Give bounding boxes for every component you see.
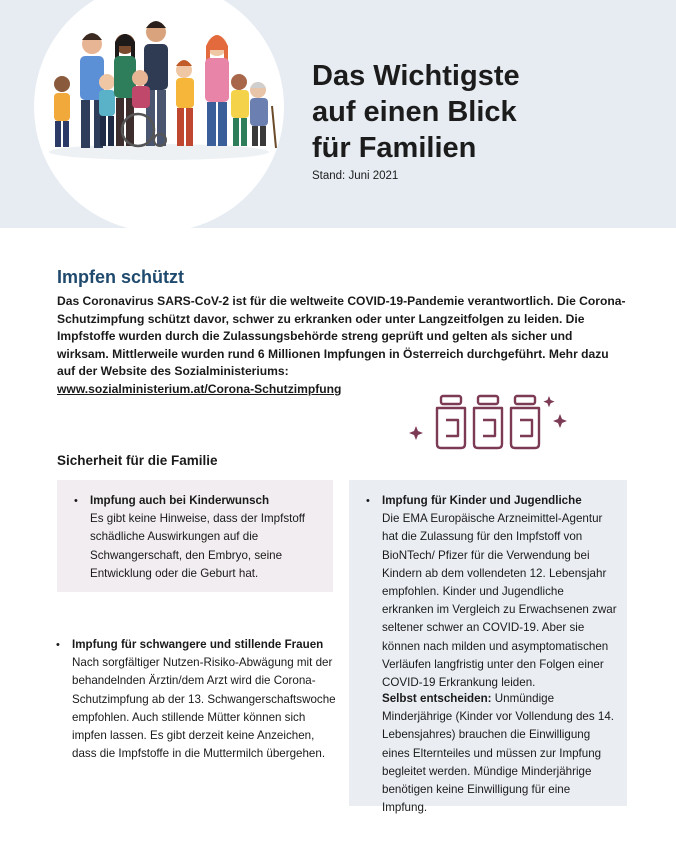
selbst-body: Unmündige Minderjährige (Kinder vor Vollendung des 14. Lebensjahres) brauchen die Einwilligung eines Elternteiles und müssen zur Impfung begleitet werden. Mündige Minderjährige benötigen keine Einwilligung für eine Impfung. bbox=[382, 692, 615, 815]
bullet: • bbox=[74, 495, 78, 507]
title-line-3: für Familien bbox=[312, 132, 477, 164]
sozialministerium-link[interactable]: www.sozialministerium.at/Corona-Schutzimpfung bbox=[57, 381, 342, 396]
kinder-title: Impfung für Kinder und Jugendliche bbox=[382, 494, 582, 507]
kinderwunsch-item bbox=[74, 492, 318, 583]
impfen-paragraph bbox=[57, 293, 627, 399]
schwanger-item bbox=[56, 636, 342, 763]
title-line-2: auf einen Blick bbox=[312, 96, 517, 128]
bullet: • bbox=[56, 639, 60, 651]
impfen-text: Das Coronavirus SARS-CoV-2 ist für die weltweite COVID-19-Pandemie verantwortlich. Die Corona-Schutzimpfung schützt davor, schwer zu erkranken oder unter Langzeitfolgen zu leiden. Die Impfstoffe wurden durch die Zulassungsbehörde streng geprüft und gelten als sicher und wirksam. Mittlerweile wurden rund 6 Millionen Impfungen in Österreich durchgeführt. Mehr dazu auf der Website des Sozialministeriums: bbox=[57, 294, 626, 379]
family-group-image bbox=[34, 0, 284, 228]
kinder-item bbox=[366, 492, 618, 692]
bullet: • bbox=[366, 495, 370, 507]
kinderwunsch-body: Es gibt keine Hinweise, dass der Impfstoff schädliche Auswirkungen auf die Schwangerschaft, den Embryo, seine Entwicklung oder die Geburt hat. bbox=[90, 512, 306, 580]
vaccine-vials-icon bbox=[406, 390, 572, 452]
selbst-entscheiden-paragraph bbox=[382, 690, 618, 817]
selbst-lead: Selbst entscheiden: bbox=[382, 692, 492, 705]
kinderwunsch-title: Impfung auch bei Kinderwunsch bbox=[90, 494, 270, 507]
schwanger-body: Nach sorgfältiger Nutzen-Risiko-Abwägung mit der behandelnden Ärztin/dem Arzt wird die Corona-Schutzimpfung ab der 13. Schwangerschaftswoche empfohlen. Auch stillende Mütter können sich impfen lassen. Es gibt derzeit keine Anzeichen, dass die Impfstoffe in die Muttermilch übergehen. bbox=[72, 656, 336, 761]
stand-date: Stand: Juni 2021 bbox=[312, 170, 399, 182]
kinder-body: Die EMA Europäische Arzneimittel-Agentur hat die Zulassung für den Impfstoff von BioNTech/ Pfizer für die Verwendung bei Kindern ab dem vollendeten 12. Lebensjahr empfohlen. Kinder und Jugendliche erkranken im Vergleich zu Erwachsenen zwar seltener schwer an COVID-19. Aber sie können nach milden und asymptomatischen Verläufen langfristig unter den Folgen einer COVID-19 Erkrankung leiden. bbox=[382, 512, 617, 690]
title-line-1: Das Wichtigste bbox=[312, 60, 520, 92]
family-illustration bbox=[34, 0, 284, 228]
page-title bbox=[312, 58, 520, 166]
header-banner bbox=[0, 0, 676, 228]
impfen-heading: Impfen schützt bbox=[57, 267, 185, 287]
schwanger-title: Impfung für schwangere und stillende Frauen bbox=[72, 638, 324, 651]
sicherheit-heading: Sicherheit für die Familie bbox=[57, 453, 218, 468]
